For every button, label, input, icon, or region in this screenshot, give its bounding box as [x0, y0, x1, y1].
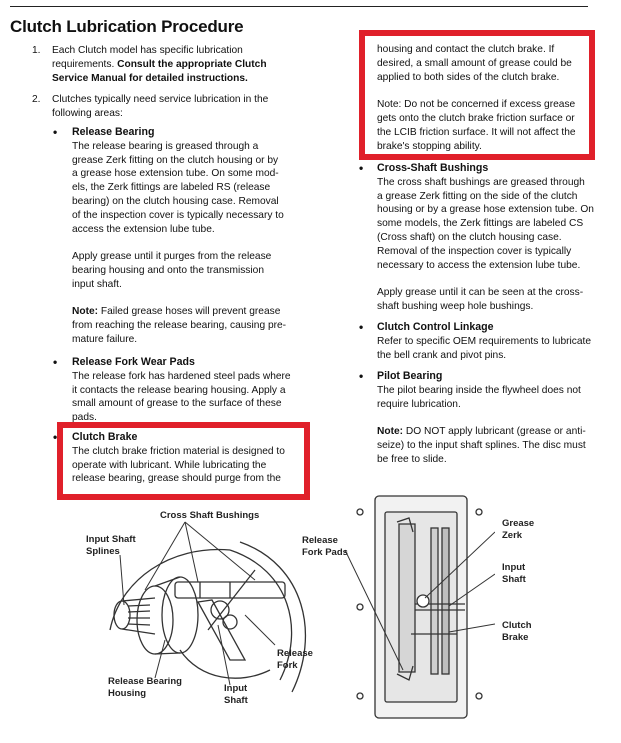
bullet-dot: •: [53, 430, 58, 444]
highlight-box-continued: [359, 30, 595, 160]
linkage-heading: Clutch Control Linkage: [377, 321, 494, 333]
clutch-brake-heading: Clutch Brake: [72, 431, 138, 443]
release-fork-heading: Release Fork Wear Pads: [72, 356, 195, 368]
pilot-bearing-heading: Pilot Bearing: [377, 370, 443, 382]
label-grease-zerk: Grease Zerk: [502, 518, 535, 541]
highlight-box-clutch-brake: [57, 422, 310, 500]
label-clutch-brake: Clutch Brake: [502, 620, 532, 643]
label-release-fork: Release Fork: [277, 648, 313, 671]
release-fork-section: Release Fork Wear Pads The release fork has hardened steel pads where it contacts the release bearing housing. Apply a small amount of grease to the surface of these pads.: [72, 356, 304, 425]
bullet-dot: •: [53, 355, 58, 369]
bullet-dot: •: [359, 320, 364, 334]
label-cross-shaft-bushings: Cross Shaft Bushings: [160, 510, 260, 521]
cross-shaft-heading: Cross-Shaft Bushings: [377, 162, 489, 174]
release-bearing-section: Release Bearing The release bearing is greased through a grease Zerk fitting on the clutch housing or by a grease hose extension tube. On some mod- els, the Zerk fittings are labeled RS (release bearing) on the clutch housing case. Removal of the inspection cover is typically necessary to access the extension lube tube. Apply grease until it purges from the release bearing housing and onto the transmission input shaft. Note: Failed grease hoses will prevent grease from reaching the release bearing, causing pre- mature failure.: [72, 126, 304, 347]
release-bearing-heading: Release Bearing: [72, 126, 155, 138]
item-2-number: 2.: [32, 94, 41, 105]
bullet-dot: •: [53, 125, 58, 139]
linkage-section: Clutch Control Linkage Refer to specific OEM requirements to lubricate the bell crank and pivot pins.: [377, 321, 597, 362]
clutch-brake-continued: housing and contact the clutch brake. If desired, a small amount of grease could be applied to both sides of the clutch brake. Note: Do not be concerned if excess grease gets onto the clutch brake friction surface or the LCIB friction surface. It will not affect the brake's stopping ability.: [377, 43, 592, 153]
item-1-number: 1.: [32, 45, 41, 56]
clutch-brake-note: Note: Do not be concerned if excess grease: [377, 99, 576, 111]
page-title: Clutch Lubrication Procedure: [10, 17, 244, 36]
clutch-housing-diagram: [345, 492, 495, 724]
item-2-text: Clutches typically need service lubrication in the following areas:: [52, 94, 269, 119]
label-input-shaft-right: Input Shaft: [502, 562, 526, 585]
label-input-shaft-splines: Input Shaft Splines: [86, 534, 136, 557]
label-release-bearing-housing: Release Bearing Housing: [108, 676, 182, 699]
top-rule: [10, 6, 588, 7]
label-input-shaft: Input Shaft: [224, 683, 248, 706]
label-release-fork-pads: Release Fork Pads: [302, 535, 348, 558]
item-1-text: Each Clutch model has specific lubrication requirements. Consult the appropriate Clutch Service Manual for detailed instructions.: [52, 45, 267, 84]
pilot-bearing-section: Pilot Bearing The pilot bearing inside the flywheel does not require lubrication. Note: DO NOT apply lubricant (grease or anti- seize) to the input shaft splines. The disc must be free to slide.: [377, 370, 597, 467]
bullet-dot: •: [359, 369, 364, 383]
cross-shaft-section: Cross-Shaft Bushings The cross shaft bushings are greased through a grease Zerk fitting on the side of the clutch housing or by a grease hose extension tube. On some models, the Zerk fittings are labeled CS (Cross shaft) on the clutch housing case. Removal of the inspection cover is typically necessary to access the extension lube tube. Apply grease until it can be seen at the cross- shaft bushing weep hole bushings.: [377, 162, 597, 314]
clutch-brake-section: Clutch Brake The clutch brake friction material is designed to operate with lubricant. While lubricating the release bearing, grease should purge from the: [72, 431, 304, 486]
bullet-dot: •: [359, 161, 364, 175]
